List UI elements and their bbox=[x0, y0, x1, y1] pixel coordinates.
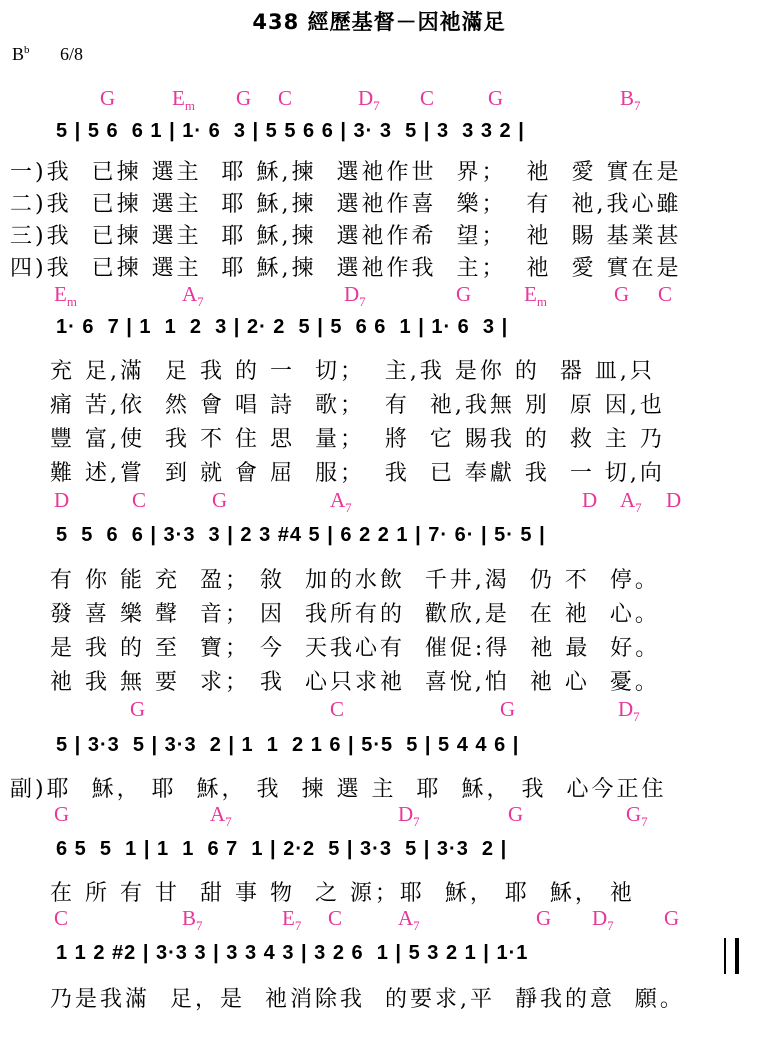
notes-row-2: 1· 6 7 | 1 1 2 3 | 2· 2 5 | 5 6 6 1 | 1· 6 3 | bbox=[56, 316, 509, 338]
chord: $B_7$ bbox=[182, 906, 203, 934]
chord: C bbox=[132, 488, 147, 512]
lyric-line: 痛 苦,依 然 會 唱 詩 歌； 有 祂,我無 別 原 因,也 bbox=[50, 393, 665, 418]
chord: G bbox=[456, 282, 472, 306]
key-signature bbox=[12, 44, 83, 65]
chord: G bbox=[536, 906, 552, 930]
lyric-line: 難 述,嘗 到 就 會 屈 服； 我 已 奉獻 我 一 切,向 bbox=[50, 461, 665, 486]
chord: $E_m$ bbox=[54, 282, 77, 310]
notes-row-4: 5 | 3·3 5 | 3·3 2 | 1 1 2 1 6 | 5·5 5 | 5 4 4 6 | bbox=[56, 734, 520, 756]
lyric-line: 祂 我 無 要 求； 我 心只求祂 喜悅,怕 祂 心 憂。 bbox=[50, 670, 660, 695]
chord: G bbox=[54, 802, 70, 826]
lyric-line: 乃是我滿 足，是 祂消除我 的要求,平 靜我的意 願。 bbox=[50, 987, 685, 1012]
lyric-line: 一)我 已揀 選主 耶 穌,揀 選祂作世 界； 祂 愛 實在是 bbox=[10, 160, 682, 185]
lyric-line: 發 喜 樂 聲 音； 因 我所有的 歡欣,是 在 祂 心。 bbox=[50, 602, 660, 627]
chord: C bbox=[54, 906, 69, 930]
chord: $D_7$ bbox=[618, 697, 640, 725]
chord: D bbox=[54, 488, 70, 512]
chord: C bbox=[420, 86, 435, 110]
chord-row-1 bbox=[0, 86, 758, 112]
chord: $G_7$ bbox=[626, 802, 648, 830]
chord: $A_7$ bbox=[210, 802, 232, 830]
lyric-line: 有 你 能 充 盈； 敘 加的水飲 千井,渴 仍 不 停。 bbox=[50, 568, 660, 593]
chord: G bbox=[614, 282, 630, 306]
chord: $A_7$ bbox=[330, 488, 352, 516]
chord: $A_7$ bbox=[620, 488, 642, 516]
notes-row-1: 5 | 5 6 6 1 | 1· 6 3 | 5 5 6 6 | 3· 3 5 | 3 3 3 2 | bbox=[56, 120, 525, 142]
chord: D bbox=[666, 488, 682, 512]
key-flat: b bbox=[24, 44, 30, 56]
chord: G bbox=[488, 86, 504, 110]
chord: C bbox=[278, 86, 293, 110]
chord: G bbox=[500, 697, 516, 721]
lyric-line: 在 所 有 甘 甜 事 物 之 源；耶 穌， 耶 穌， 祂 bbox=[50, 881, 635, 906]
lyric-line: 四)我 已揀 選主 耶 穌,揀 選祂作我 主； 祂 愛 實在是 bbox=[10, 256, 682, 281]
chord: $E_7$ bbox=[282, 906, 302, 934]
lyric-line: 充 足,滿 足 我 的 一 切； 主,我 是你 的 器 皿,只 bbox=[50, 359, 655, 384]
chord: G bbox=[508, 802, 524, 826]
chord: G bbox=[100, 86, 116, 110]
notes-row-5: 6 5 5 1 | 1 1 6 7 1 | 2·2 5 | 3·3 5 | 3·3 2 | bbox=[56, 838, 508, 860]
chord: G bbox=[130, 697, 146, 721]
chord: $A_7$ bbox=[182, 282, 204, 310]
chord: $B_7$ bbox=[620, 86, 641, 114]
chord: $E_m$ bbox=[524, 282, 547, 310]
chord: G bbox=[212, 488, 228, 512]
chord: C bbox=[658, 282, 673, 306]
chord: D bbox=[582, 488, 598, 512]
chord: C bbox=[330, 697, 345, 721]
lyric-line: 是 我 的 至 寶； 今 天我心有 催促:得 祂 最 好。 bbox=[50, 636, 661, 661]
chord-row-4 bbox=[0, 697, 758, 723]
hymn-title: 438 經歷基督－因祂滿足 bbox=[252, 10, 506, 34]
chord: $D_7$ bbox=[344, 282, 366, 310]
lyric-line: 豐 富,使 我 不 住 思 量； 將 它 賜我 的 救 主 乃 bbox=[50, 427, 665, 452]
chord-row-3 bbox=[0, 488, 758, 514]
chord: G bbox=[236, 86, 252, 110]
chord: $A_7$ bbox=[398, 906, 420, 934]
chord: $D_7$ bbox=[358, 86, 380, 114]
chord: G bbox=[664, 906, 680, 930]
chord: $D_7$ bbox=[592, 906, 614, 934]
lyric-line: 三)我 已揀 選主 耶 穌,揀 選祂作希 望； 祂 賜 基業甚 bbox=[10, 224, 682, 249]
chord: $E_m$ bbox=[172, 86, 195, 114]
key-letter: B bbox=[12, 44, 25, 64]
chord-row-6 bbox=[0, 906, 758, 932]
lyric-line: 二)我 已揀 選主 耶 穌,揀 選祂作喜 樂； 有 祂,我心雖 bbox=[10, 192, 682, 217]
chord: C bbox=[328, 906, 343, 930]
time-signature: 6/8 bbox=[60, 44, 84, 64]
chord-row-2 bbox=[0, 282, 758, 308]
notes-row-3: 5 5 6 6 | 3·3 3 | 2 3 #4 5 | 6 2 2 1 | 7· 6· | 5· 5 | bbox=[56, 524, 546, 546]
chord-row-5 bbox=[0, 802, 758, 828]
notes-row-6: 1 1 2 #2 | 3·3 3 | 3 3 4 3 | 3 2 6 1 | 5 3 2 1 | 1·1 bbox=[56, 942, 529, 964]
chord: $D_7$ bbox=[398, 802, 420, 830]
lyric-line: 副)耶 穌， 耶 穌， 我 揀 選 主 耶 穌， 我 心今正住 bbox=[10, 777, 667, 802]
final-barline bbox=[724, 938, 739, 974]
